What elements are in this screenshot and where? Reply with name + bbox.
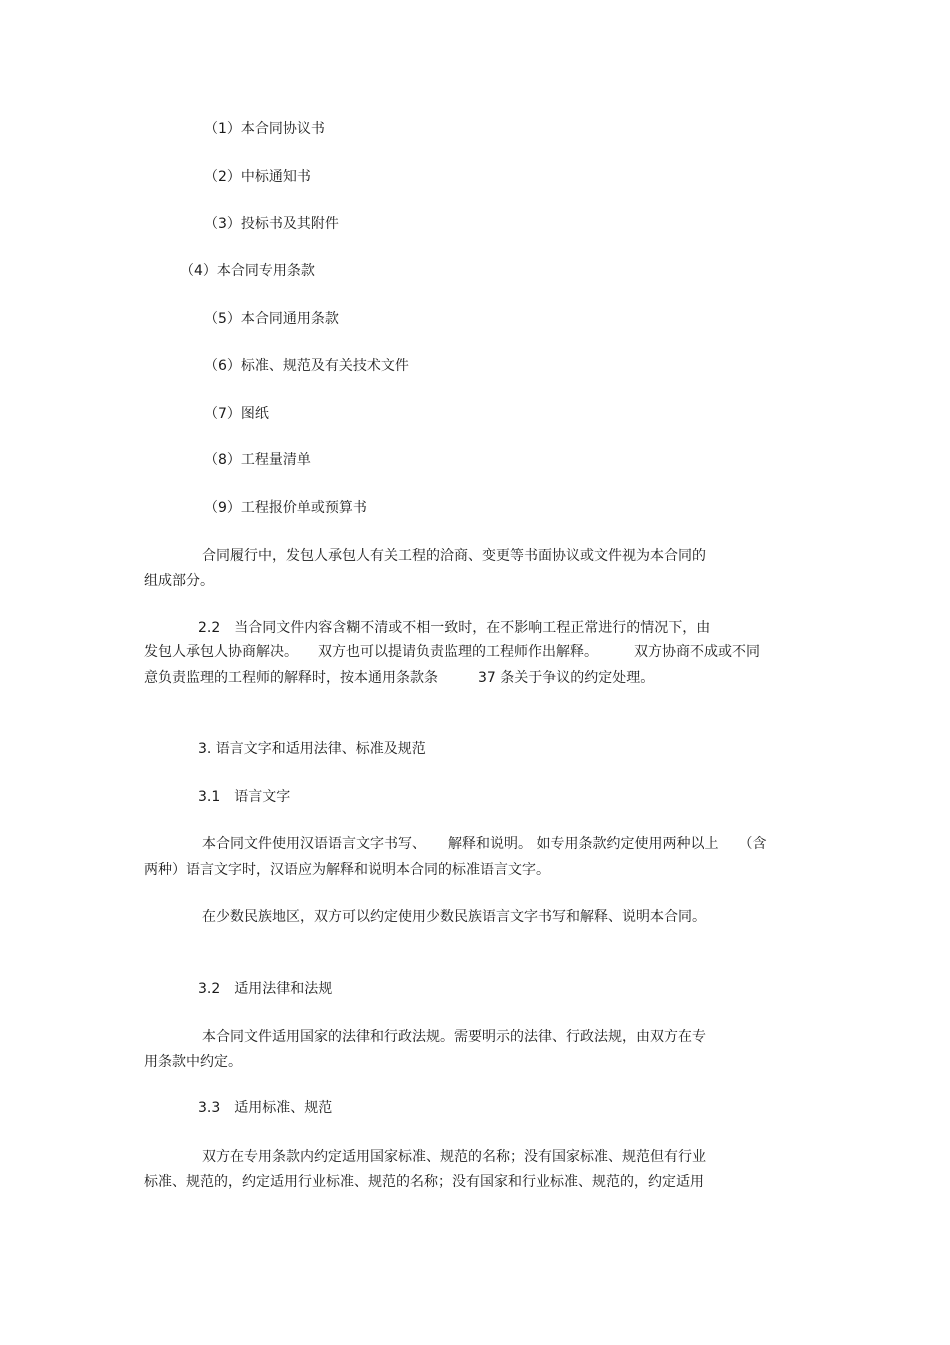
text-segment: （含 <box>738 836 767 852</box>
text-segment: 双方也可以提请负责监理的工程师作出解释。 <box>318 644 598 660</box>
paragraph-line <box>202 835 766 853</box>
subsection-heading: 3.1 语言文字 <box>198 789 291 805</box>
paragraph-line: 在少数民族地区，双方可以约定使用少数民族语言文字书写和解释、说明本合同。 <box>202 909 706 925</box>
text-segment: 本合同文件使用汉语语言文字书写、 <box>202 836 426 852</box>
section-heading: 3. 语言文字和适用法律、标准及规范 <box>198 741 426 757</box>
list-item: （1）本合同协议书 <box>204 121 325 137</box>
paragraph-line: 标准、规范的，约定适用行业标准、规范的名称；没有国家和行业标准、规范的，约定适用 <box>144 1174 704 1190</box>
text-segment: 37 条关于争议的约定处理。 <box>478 670 655 686</box>
paragraph-line: 本合同文件适用国家的法律和行政法规。需要明示的法律、行政法规，由双方在专 <box>202 1029 706 1045</box>
list-item: （7）图纸 <box>204 406 269 422</box>
paragraph-line: 合同履行中，发包人承包人有关工程的洽商、变更等书面协议或文件视为本合同的 <box>202 548 706 564</box>
list-item: （2）中标通知书 <box>204 169 311 185</box>
subsection-heading: 3.3 适用标准、规范 <box>198 1100 333 1116</box>
list-item: （4）本合同专用条款 <box>180 263 315 279</box>
text-segment: 双方协商不成或不同 <box>634 644 760 660</box>
list-item: （3）投标书及其附件 <box>204 216 339 232</box>
subsection-heading: 3.2 适用法律和法规 <box>198 981 333 997</box>
paragraph-line: 双方在专用条款内约定适用国家标准、规范的名称；没有国家标准、规范但有行业 <box>202 1149 706 1165</box>
list-item: （8）工程量清单 <box>204 452 311 468</box>
list-item: （9）工程报价单或预算书 <box>204 500 367 516</box>
clause-2-2-line: 2.2 当合同文件内容含糊不清或不相一致时，在不影响工程正常进行的情况下，由 <box>198 620 711 636</box>
text-segment: 解释和说明。 如专用条款约定使用两种以上 <box>448 836 719 852</box>
paragraph-line: 用条款中约定。 <box>144 1054 242 1070</box>
paragraph-line: 组成部分。 <box>144 573 214 589</box>
text-segment: 意负责监理的工程师的解释时，按本通用条款条 <box>144 670 438 686</box>
text-segment: 发包人承包人协商解决。 <box>144 644 298 660</box>
list-item: （6）标准、规范及有关技术文件 <box>204 358 409 374</box>
paragraph-line: 两种）语言文字时，汉语应为解释和说明本合同的标准语言文字。 <box>144 862 550 878</box>
clause-2-2-line <box>144 669 654 687</box>
clause-2-2-line <box>144 643 760 661</box>
list-item: （5）本合同通用条款 <box>204 311 339 327</box>
